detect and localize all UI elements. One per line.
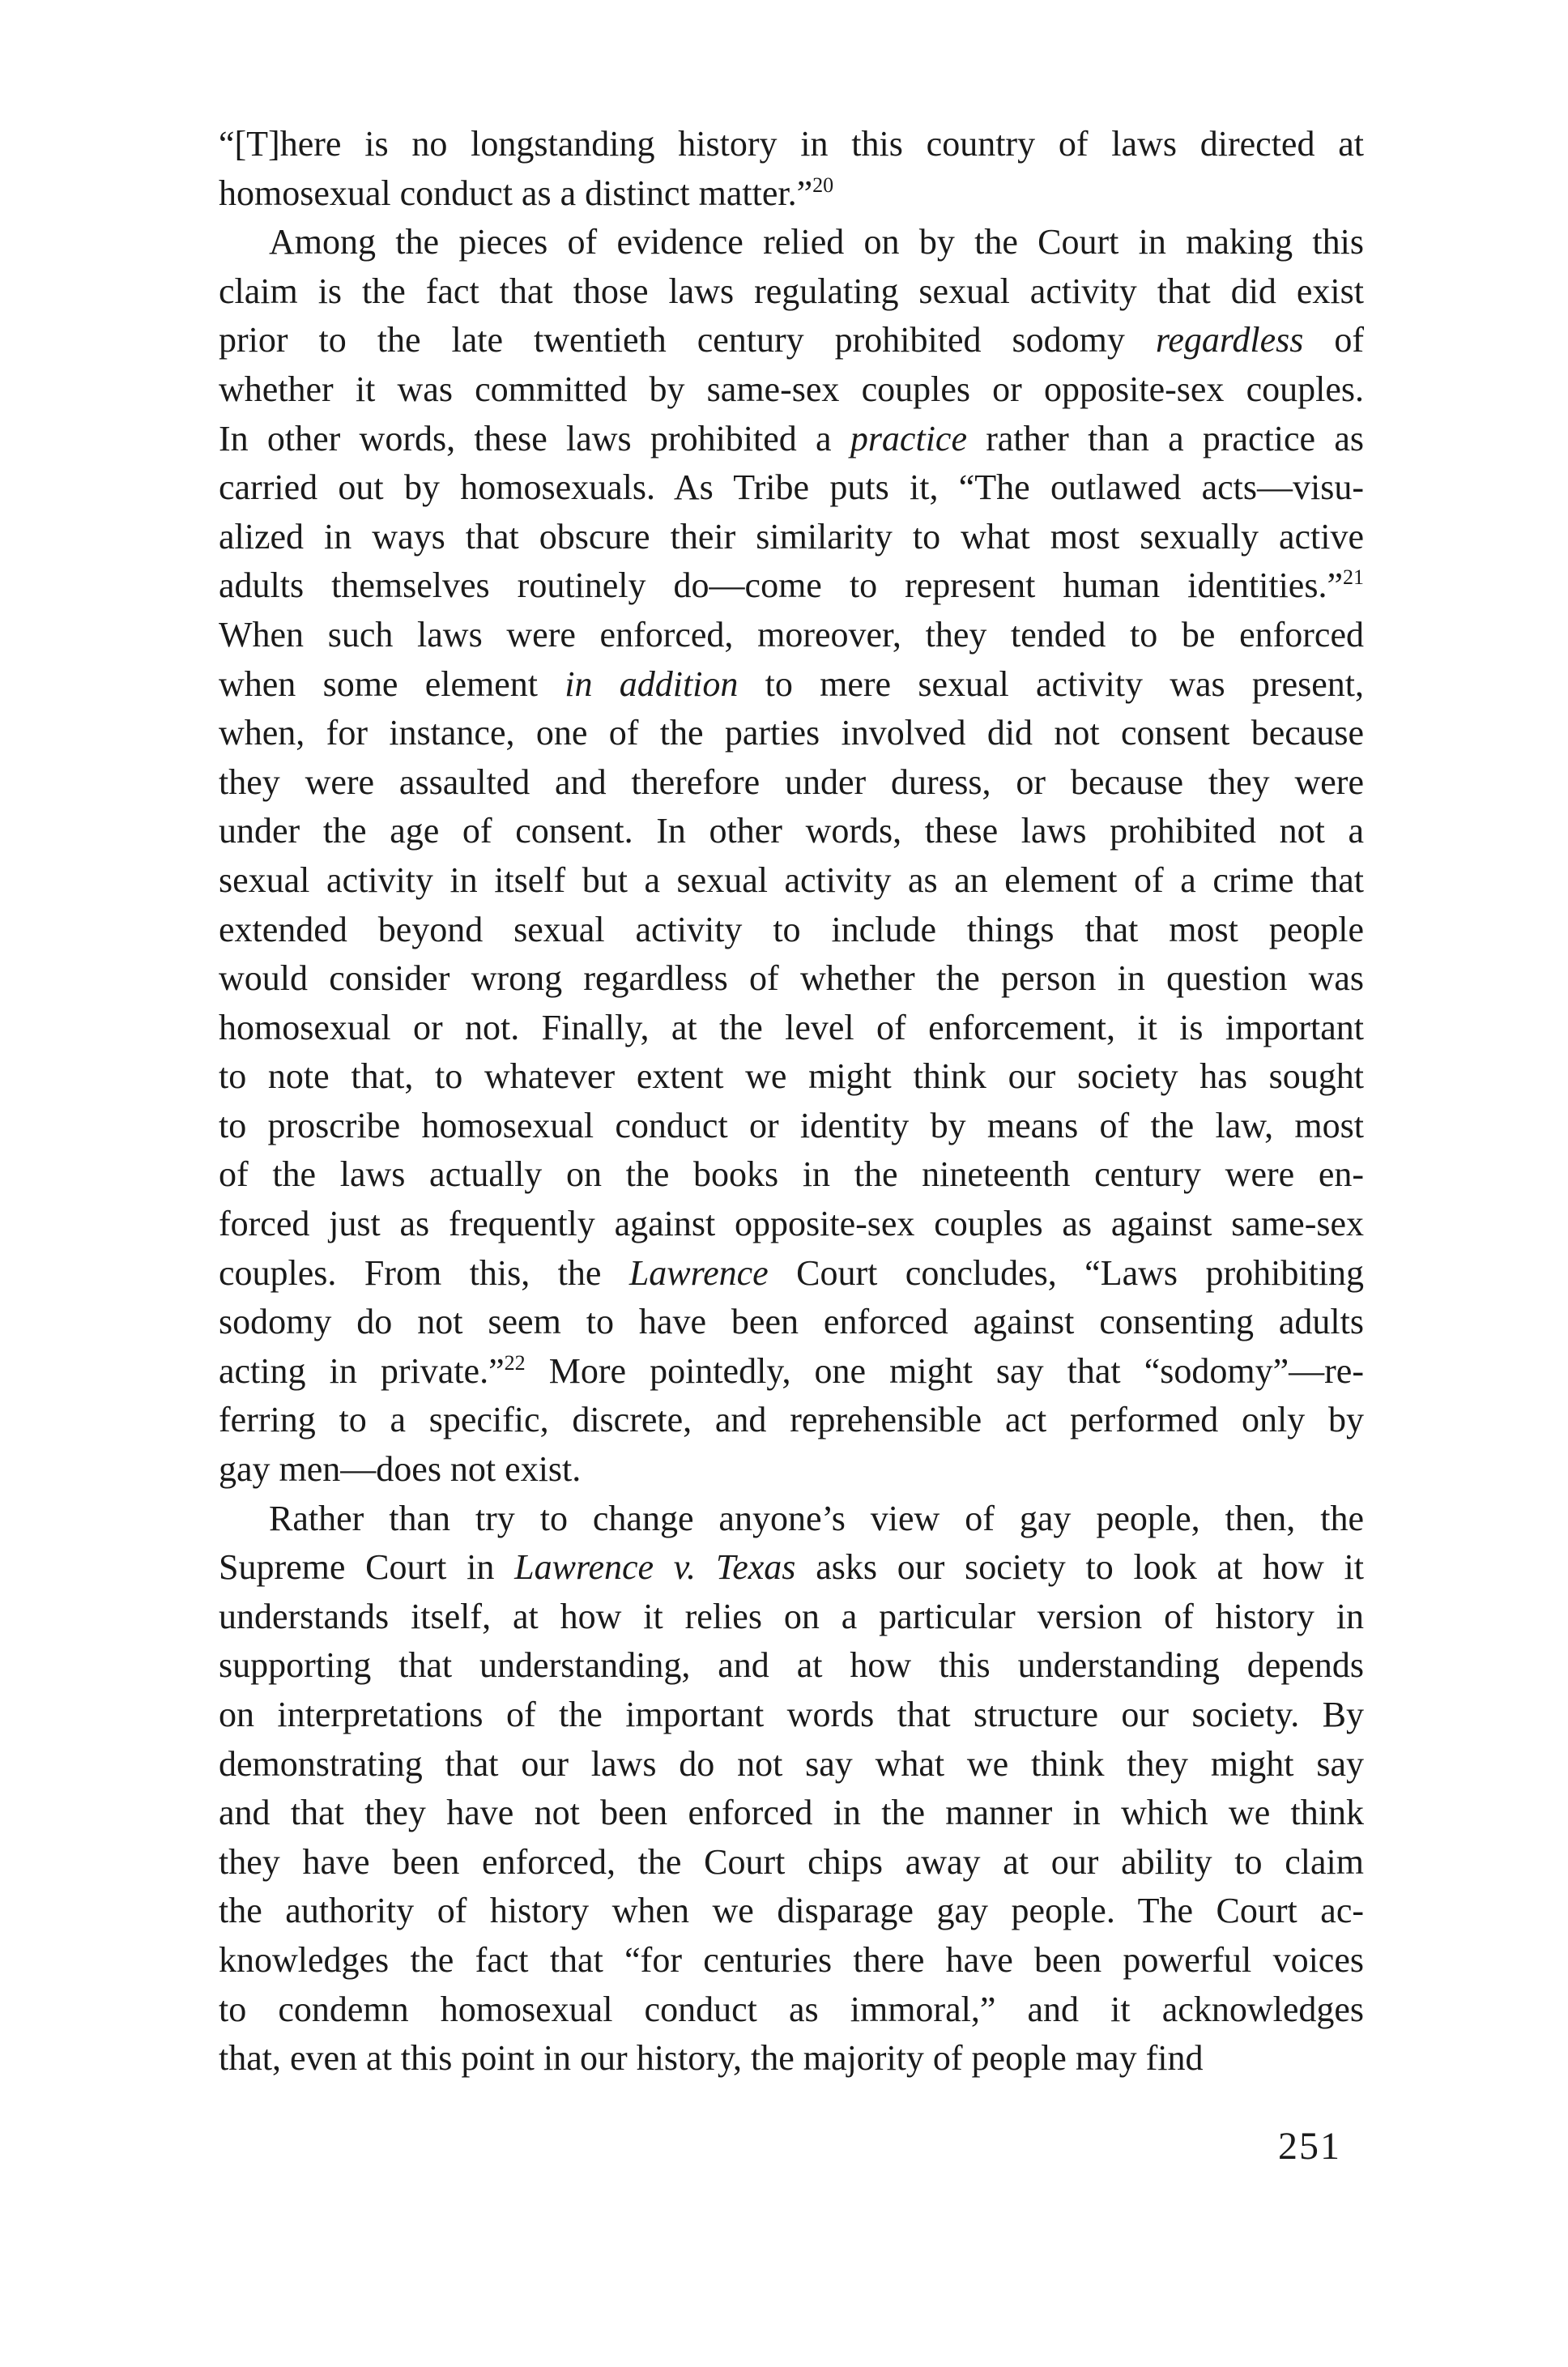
text-line bbox=[219, 1396, 1364, 1445]
italic-text: Lawrence bbox=[628, 1252, 769, 1293]
text-line bbox=[219, 1887, 1364, 1936]
text-segment: of the laws actually on the books in the nineteenth century were en- bbox=[219, 1154, 1364, 1195]
page-number: 251 bbox=[1278, 2125, 1341, 2168]
italic-text: regardless bbox=[1155, 320, 1304, 360]
text-line bbox=[219, 316, 1364, 365]
text-line bbox=[219, 218, 1364, 267]
text-segment: Rather than try to change anyone’s view of gay people, then, the bbox=[269, 1498, 1364, 1538]
text-segment: supporting that understanding, and at how this understanding depends bbox=[219, 1645, 1364, 1686]
text-segment: ferring to a specific, discrete, and reprehensible act performed only by bbox=[219, 1400, 1364, 1440]
text-segment: homosexual conduct as a distinct matter.” bbox=[219, 173, 813, 213]
text-line bbox=[219, 1200, 1364, 1249]
text-line bbox=[219, 1445, 1364, 1495]
text-segment: gay men—does not exist. bbox=[219, 1449, 582, 1490]
text-line bbox=[219, 660, 1364, 710]
text-line bbox=[219, 611, 1364, 660]
text-line bbox=[219, 1985, 1364, 2035]
text-line bbox=[219, 1052, 1364, 1102]
text-segment: to condemn homosexual conduct as immoral,” and it acknowledges bbox=[219, 1989, 1364, 2029]
text-segment: the authority of history when we disparage gay people. The Court ac- bbox=[219, 1891, 1364, 1931]
text-line bbox=[219, 1838, 1364, 1887]
text-segment: claim is the fact that those laws regulating sexual activity that did exist bbox=[219, 271, 1364, 311]
text-segment: to proscribe homosexual conduct or identity by means of the law, most bbox=[219, 1105, 1364, 1145]
text-segment: sexual activity in itself but a sexual activity as an element of a crime that bbox=[219, 859, 1364, 900]
text-segment: demonstrating that our laws do not say what we think they might say bbox=[219, 1743, 1364, 1784]
text-line bbox=[219, 1789, 1364, 1838]
text-segment: More pointedly, one might say that “sodomy”—re- bbox=[525, 1350, 1364, 1391]
text-segment: and that they have not been enforced in the manner in which we think bbox=[219, 1793, 1364, 1833]
text-line bbox=[219, 169, 1364, 219]
text-segment: would consider wrong regardless of whether the person in question was bbox=[219, 958, 1364, 999]
text-segment: Court concludes, “Laws prohibiting bbox=[768, 1252, 1364, 1293]
text-line bbox=[219, 758, 1364, 808]
text-segment: to note that, to whatever extent we might think our society has sought bbox=[219, 1056, 1364, 1097]
text-segment: Supreme Court in bbox=[219, 1547, 515, 1588]
footnote-marker: 21 bbox=[1343, 565, 1364, 590]
text-segment: sodomy do not seem to have been enforced against consenting adults bbox=[219, 1302, 1364, 1342]
text-segment: under the age of consent. In other words, these laws prohibited not a bbox=[219, 811, 1364, 851]
text-line bbox=[219, 1004, 1364, 1053]
text-line bbox=[219, 1249, 1364, 1299]
text-line bbox=[219, 561, 1364, 611]
text-segment: rather than a practice as bbox=[966, 418, 1364, 458]
text-line bbox=[219, 415, 1364, 464]
page-body bbox=[219, 120, 1364, 2083]
text-segment: acting in private.” bbox=[219, 1350, 505, 1391]
text-line bbox=[219, 1936, 1364, 1985]
text-segment: “[T]here is no longstanding history in this country of laws directed at bbox=[219, 124, 1364, 164]
text-segment: adults themselves routinely do—come to represent human identities.” bbox=[219, 565, 1343, 606]
text-segment: knowledges the fact that “for centuries there have been powerful voices bbox=[219, 1939, 1364, 1980]
text-line bbox=[219, 120, 1364, 169]
text-segment: prior to the late twentieth century prohibited sodomy bbox=[219, 320, 1156, 360]
text-line bbox=[219, 1298, 1364, 1347]
italic-text: Lawrence v. Texas bbox=[514, 1547, 796, 1588]
text-line bbox=[219, 1495, 1364, 1544]
text-segment: when some element bbox=[219, 663, 565, 704]
text-segment: Among the pieces of evidence relied on by the Court in making this bbox=[269, 222, 1364, 262]
italic-text: in addition bbox=[565, 663, 739, 704]
text-segment: they were assaulted and therefore under duress, or because they were bbox=[219, 761, 1364, 802]
footnote-marker: 20 bbox=[812, 173, 834, 197]
text-segment: carried out by homosexuals. As Tribe puts it, “The outlawed acts—visu- bbox=[219, 467, 1364, 508]
text-line bbox=[219, 1641, 1364, 1691]
text-segment: understands itself, at how it relies on a particular version of history in bbox=[219, 1596, 1364, 1636]
text-segment: couples. From this, the bbox=[219, 1252, 629, 1293]
text-segment: asks our society to look at how it bbox=[795, 1547, 1364, 1588]
text-line bbox=[219, 1102, 1364, 1151]
text-line bbox=[219, 513, 1364, 562]
text-line bbox=[219, 906, 1364, 955]
text-line bbox=[219, 463, 1364, 513]
text-segment: alized in ways that obscure their similarity to what most sexually active bbox=[219, 516, 1364, 557]
text-line bbox=[219, 709, 1364, 758]
text-line bbox=[219, 267, 1364, 317]
text-line bbox=[219, 954, 1364, 1004]
text-segment: whether it was committed by same-sex couples or opposite-sex couples. bbox=[219, 369, 1364, 409]
text-segment: to mere sexual activity was present, bbox=[738, 663, 1364, 704]
text-line bbox=[219, 365, 1364, 415]
text-line bbox=[219, 1543, 1364, 1593]
text-line bbox=[219, 1691, 1364, 1740]
text-segment: on interpretations of the important words that structure our society. By bbox=[219, 1695, 1364, 1734]
text-line bbox=[219, 1593, 1364, 1642]
text-line bbox=[219, 1150, 1364, 1200]
footnote-marker: 22 bbox=[504, 1350, 526, 1375]
text-segment: when, for instance, one of the parties involved did not consent because bbox=[219, 713, 1364, 753]
text-segment: they have been enforced, the Court chips away at our ability to claim bbox=[219, 1841, 1364, 1882]
text-segment: In other words, these laws prohibited a bbox=[219, 418, 850, 458]
text-line bbox=[219, 856, 1364, 906]
text-line bbox=[219, 2034, 1364, 2083]
text-line bbox=[219, 807, 1364, 856]
text-segment: that, even at this point in our history, the majority of people may find bbox=[219, 2038, 1204, 2079]
text-line bbox=[219, 1740, 1364, 1789]
text-segment: extended beyond sexual activity to include things that most people bbox=[219, 909, 1364, 949]
text-segment: When such laws were enforced, moreover, they tended to be enforced bbox=[219, 614, 1364, 655]
text-line bbox=[219, 1347, 1364, 1397]
text-segment: forced just as frequently against opposite-sex couples as against same-sex bbox=[219, 1204, 1364, 1244]
text-segment: of bbox=[1303, 320, 1365, 360]
text-segment: homosexual or not. Finally, at the level of enforcement, it is important bbox=[219, 1007, 1364, 1047]
italic-text: practice bbox=[850, 418, 967, 458]
